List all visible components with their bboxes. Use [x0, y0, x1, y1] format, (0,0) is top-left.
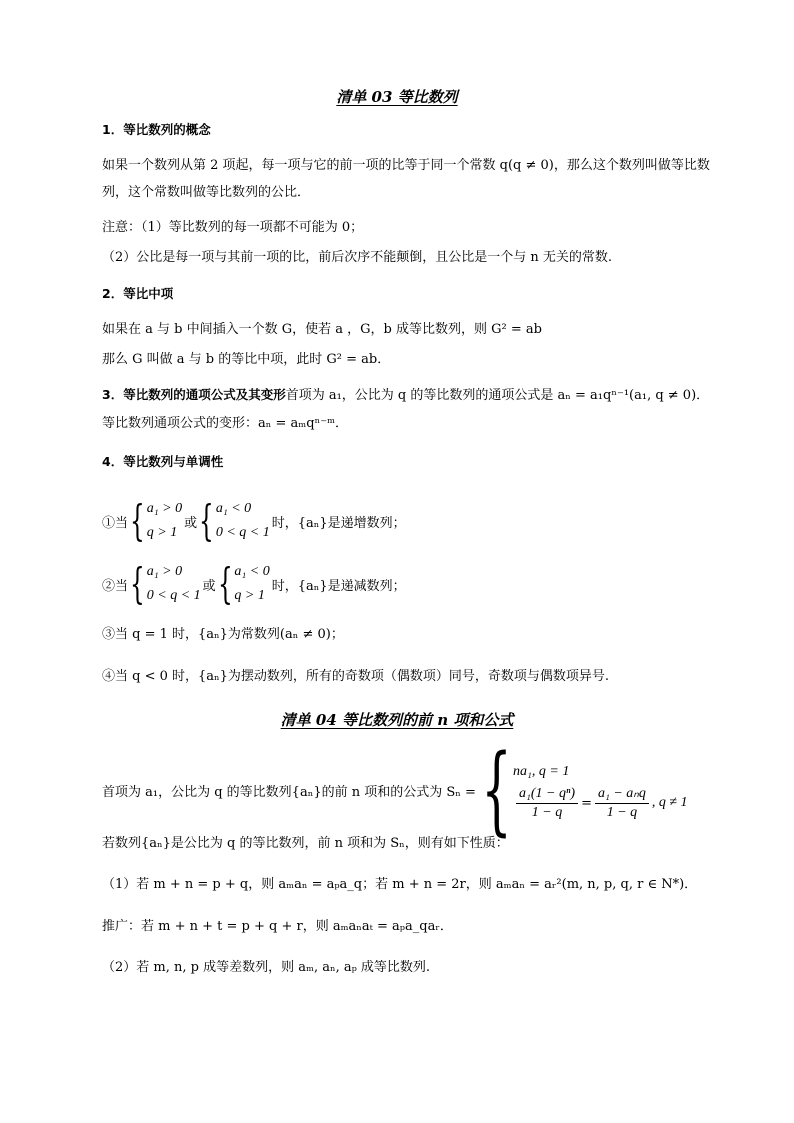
section-title-03: 清单 03 等比数列 [336, 88, 458, 106]
frac-numerator: a₁(1 − qⁿ) [516, 785, 578, 804]
equals-sign: = [581, 795, 592, 811]
cond-bottom: 0 < q < 1 [146, 588, 201, 603]
cond-top: a₁ > 0 [146, 501, 183, 516]
property-intro: 若数列{aₙ}是公比为 q 的等比数列，前 n 项和为 Sₙ，则有如下性质： [102, 836, 509, 851]
mono-case-1-prefix: ①当 [102, 515, 129, 531]
note-2: （2）公比是每一项与其前一项的比，前后次序不能颠倒，且公比是一个与 n 无关的常数. [102, 250, 613, 265]
property-extension: 推广：若 m + n + t = p + q + r，则 aₘaₙaₜ = aₚa_qaᵣ． [102, 919, 453, 934]
general-term-line [102, 386, 709, 405]
mono-case-1-suffix: 时，{aₙ}是递增数列； [271, 515, 406, 531]
or-text: 或 [184, 515, 198, 531]
mono-case-2 [102, 560, 406, 608]
mono-case-3: ③当 q = 1 时，{aₙ}为常数列(aₙ ≠ 0)； [102, 627, 344, 642]
brace-icon: { [130, 496, 145, 545]
mono-case-2-suffix: 时，{aₙ}是递减数列； [271, 578, 406, 594]
cond-bottom: q > 1 [234, 588, 265, 603]
cond-bottom: q > 1 [146, 525, 178, 540]
frac-numerator: a₁ − aₙq [595, 785, 649, 804]
concept-text-2: 列，这个常数叫做等比数列的公比． [102, 185, 311, 200]
mono-case-2-prefix: ②当 [102, 578, 129, 594]
mean-text-2: 那么 G 叫做 a 与 b 的等比中项，此时 G² = ab． [102, 352, 391, 367]
brace-icon: { [481, 734, 512, 846]
sum-prefix: 首项为 a₁，公比为 q 的等比数列{aₙ}的前 n 项和的公式为 Sₙ = [102, 784, 476, 800]
sum-case-2-cond: , q ≠ 1 [651, 795, 688, 810]
cond-bottom: 0 < q < 1 [215, 525, 270, 540]
general-term-variant: 等比数列通项公式的变形：aₙ = aₘqⁿ⁻ᵐ． [102, 416, 349, 431]
cond-top: a₁ < 0 [234, 564, 270, 579]
frac-denominator: 1 − q [606, 804, 638, 820]
or-text: 或 [202, 578, 216, 594]
brace-icon: { [199, 496, 214, 545]
brace-icon: { [217, 559, 233, 608]
heading-general-term: 3．等比数列的通项公式及其变形 [102, 387, 286, 402]
property-1: （1）若 m + n = p + q，则 aₘaₙ = aₚa_q；若 m + n = 2r，则 aₘaₙ = aᵣ²(m, n, p, q, r ∈ N*)． [102, 877, 698, 892]
brace-icon: { [130, 559, 145, 608]
cond-top: a₁ > 0 [146, 564, 183, 579]
concept-text-1: 如果一个数列从第 2 项起，每一项与它的前一项的比等于同一个常数 q(q ≠ 0)，那么这个数列叫做等比数 [102, 158, 710, 173]
frac-denominator: 1 − q [531, 804, 563, 820]
general-term-formula: 首项为 a₁，公比为 q 的等比数列的通项公式是 aₙ = a₁qⁿ⁻¹(a₁, q ≠ 0)． [285, 388, 710, 403]
section-title-04: 清单 04 等比数列的前 n 项和公式 [280, 711, 514, 729]
property-2: （2）若 m, n, p 成等差数列，则 aₘ, aₙ, aₚ 成等比数列. [102, 960, 431, 975]
mono-case-1 [102, 497, 406, 545]
heading-monotonicity: 4．等比数列与单调性 [102, 454, 224, 469]
note-1: 注意：（1）等比数列的每一项都不可能为 0； [102, 220, 364, 235]
sum-case-1: na₁, q = 1 [513, 763, 570, 779]
mean-text-1: 如果在 a 与 b 中间插入一个数 G，使若 a ，G，b 成等比数列，则 G² = ab [102, 322, 542, 337]
mono-case-4: ④当 q < 0 时，{aₙ}为摆动数列，所有的奇数项（偶数项）同号，奇数项与偶数项异号. [102, 669, 610, 684]
heading-geometric-mean: 2．等比中项 [102, 286, 174, 301]
heading-concept: 1．等比数列的概念 [102, 122, 211, 137]
cond-top: a₁ < 0 [215, 501, 252, 516]
